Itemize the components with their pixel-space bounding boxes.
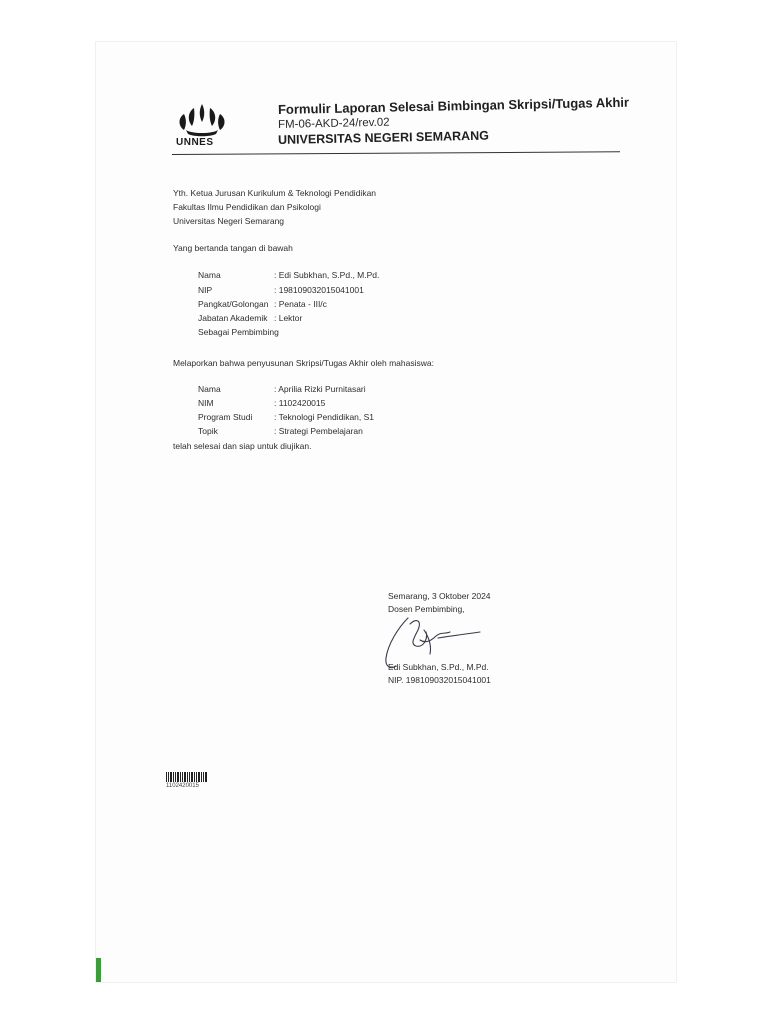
field-value: : 198109032015041001 — [274, 285, 364, 295]
address-line: Yth. Ketua Jurusan Kurikulum & Teknologi Pendidikan — [173, 188, 377, 198]
role-text: Sebagai Pembimbing — [198, 327, 279, 337]
intro-text: Yang bertanda tangan di bawah — [173, 243, 293, 253]
report-text: Melaporkan bahwa penyusunan Skripsi/Tugas Akhir oleh mahasiswa: — [173, 358, 434, 368]
field-value: : Edi Subkhan, S.Pd., M.Pd. — [274, 270, 380, 280]
field-value: : Aprilia Rizki Purnitasari — [274, 384, 366, 394]
letterhead — [172, 94, 630, 160]
document-page — [96, 42, 676, 982]
field-label: NIM — [198, 398, 214, 408]
closing-text: telah selesai dan siap untuk diujikan. — [173, 441, 312, 451]
logo-text: UNNES — [176, 137, 214, 148]
scan-edge-mark — [96, 958, 101, 982]
form-title: Formulir Laporan Selesai Bimbingan Skripsi/Tugas Akhir — [277, 94, 630, 117]
signer-nip: NIP. 198109032015041001 — [388, 675, 491, 685]
field-label: Topik — [198, 426, 218, 436]
field-label: Program Studi — [198, 412, 253, 422]
barcode-icon — [166, 772, 208, 782]
field-value: : 1102420015 — [274, 398, 326, 408]
field-value: : Strategi Pembelajaran — [274, 426, 363, 436]
field-value: : Penata - III/c — [274, 299, 327, 309]
barcode-number: 1102420015 — [166, 783, 199, 789]
field-label: NIP — [198, 285, 213, 295]
address-line: Fakultas Ilmu Pendidikan dan Psikologi — [173, 202, 321, 212]
field-label: Nama — [198, 270, 221, 280]
address-line: Universitas Negeri Semarang — [173, 216, 285, 226]
field-label: Jabatan Akademik — [198, 313, 268, 323]
header-divider — [172, 151, 620, 155]
signer-name: Edi Subkhan, S.Pd., M.Pd. — [388, 662, 489, 672]
form-code: FM-06-AKD-24/rev.02 — [277, 116, 390, 131]
field-value: : Lektor — [274, 313, 303, 323]
handwritten-signature — [380, 610, 490, 678]
recipient-address — [173, 186, 376, 228]
signer-title: Dosen Pembimbing, — [388, 604, 465, 614]
university-name: UNIVERSITAS NEGERI SEMARANG — [277, 128, 490, 147]
field-value: : Teknologi Pendidikan, S1 — [274, 412, 375, 422]
field-label: Nama — [198, 384, 221, 394]
field-label: Pangkat/Golongan — [198, 299, 269, 309]
place-date: Semarang, 3 Oktober 2024 — [388, 591, 491, 601]
